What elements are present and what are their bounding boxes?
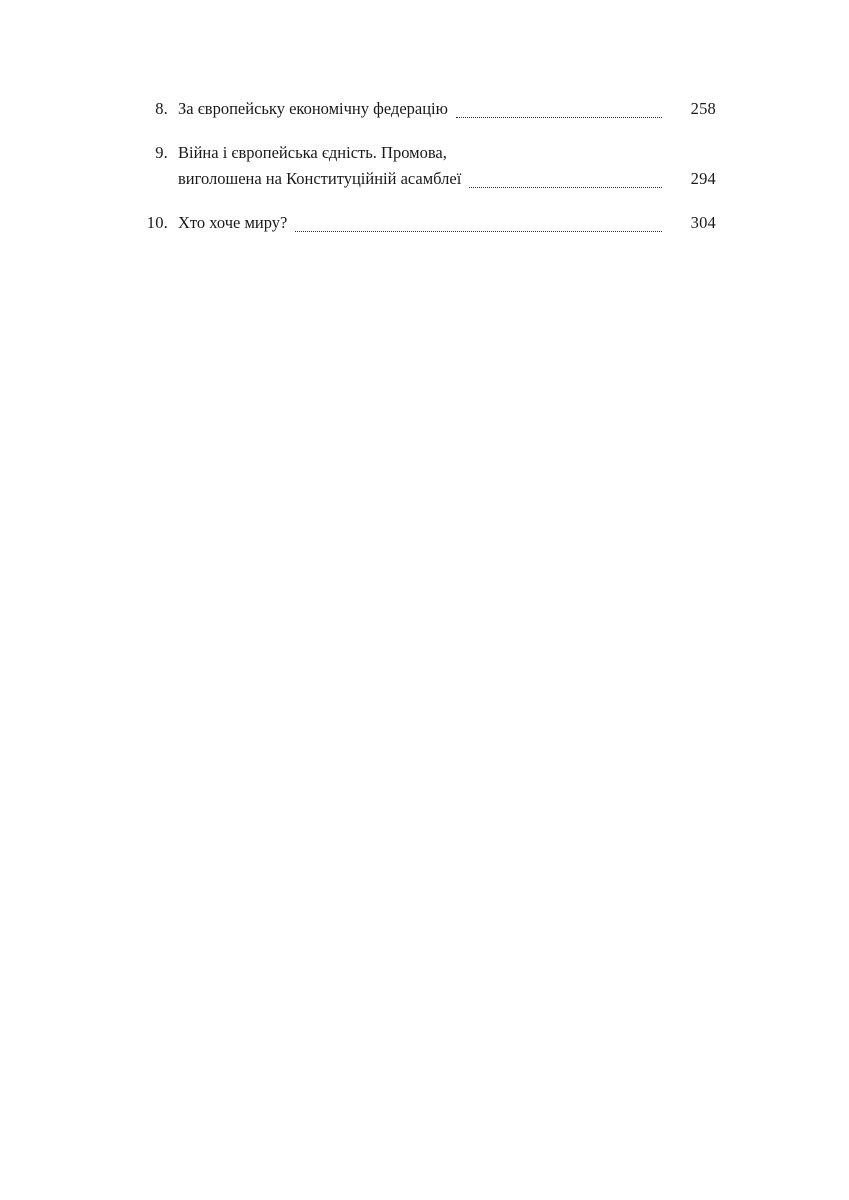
toc-entry-number: 9. <box>155 142 168 162</box>
toc-entry-title: За європейську економічну федерацію <box>178 99 448 118</box>
toc-entry-number: 10. <box>146 213 168 233</box>
toc-entry-page-number: 258 <box>690 99 716 118</box>
toc-entry[interactable] <box>136 140 716 193</box>
toc-entry-title-line-1: Війна і європейська єдність. Промова, <box>178 142 447 162</box>
toc-entry-page-number: 304 <box>690 213 716 233</box>
table-of-contents <box>136 96 716 254</box>
toc-leader-dots <box>469 186 662 188</box>
toc-entry-title: Хто хоче миру? <box>178 213 288 233</box>
toc-entry-page-number: 294 <box>690 169 716 189</box>
toc-leader-dots <box>295 230 662 232</box>
toc-entry-title-last-line-row <box>178 166 716 193</box>
toc-entry[interactable] <box>136 210 716 237</box>
toc-entry-body <box>178 210 716 237</box>
toc-entry-body <box>178 96 716 123</box>
toc-entry-title-line-2: виголошена на Конституційній асамблеї <box>178 169 462 189</box>
toc-leader-dots <box>456 116 662 118</box>
toc-entry-number: 8. <box>155 99 168 118</box>
toc-entry-body <box>178 140 716 193</box>
toc-entry[interactable] <box>136 96 716 123</box>
